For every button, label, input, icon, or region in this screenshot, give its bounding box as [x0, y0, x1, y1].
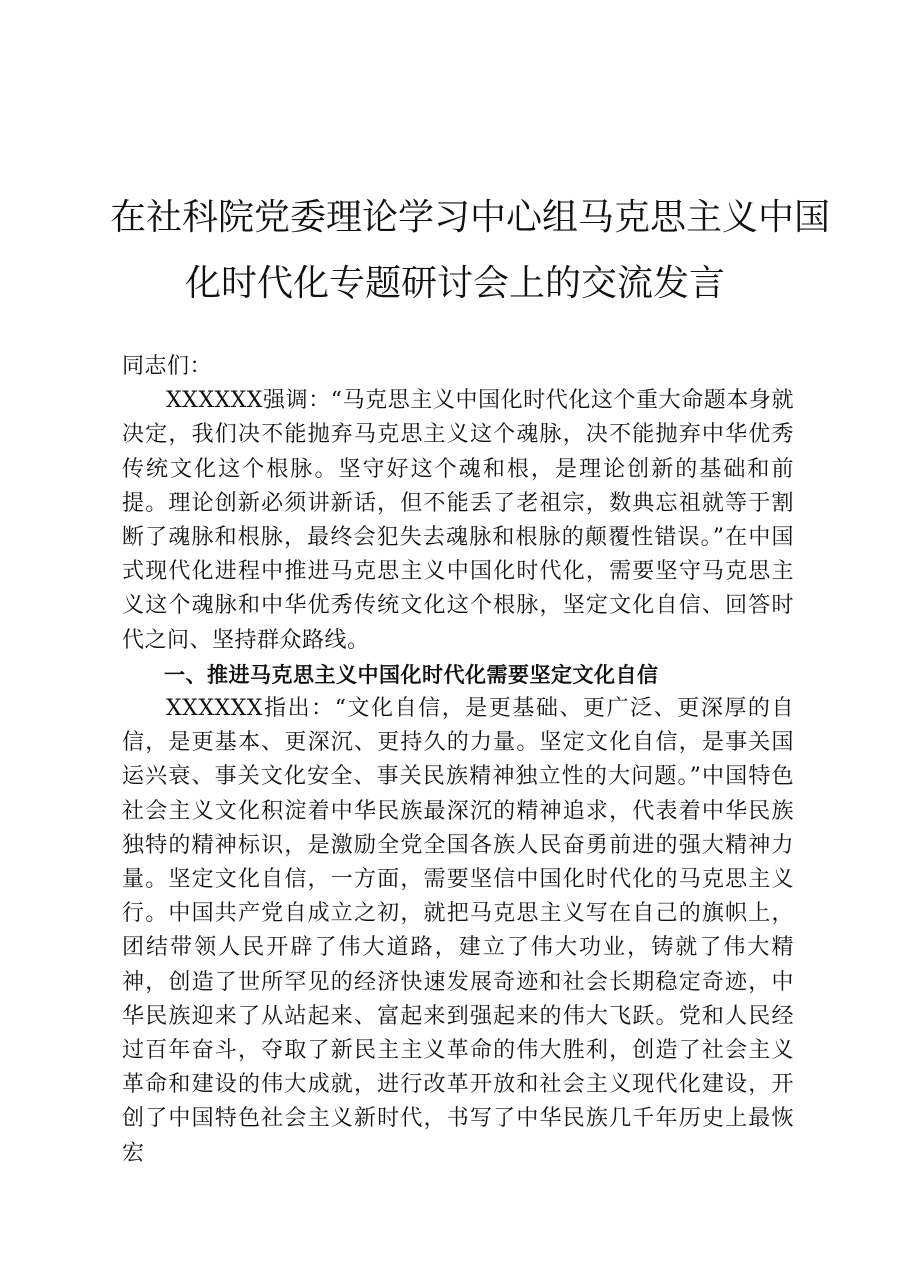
paragraph-1: XXXXXX强调：“马克思主义中国化时代化这个重大命题本身就决定，我们决不能抛弃马克思主义这个魂脉，决不能抛弃中华优秀传统文化这个根脉。坚守好这个魂和根，是理论创新的基础和前提。理论创新必须讲新话，但不能丢了老祖宗，数典忘祖就等于割断了魂脉和根脉，最终会犯失去魂脉和根脉的颠覆性错误。”在中国式现代化进程中推进马克思主义中国化时代化，需要坚守马克思主义这个魂脉和中华优秀传统文化这个根脉，坚定文化自信、回答时代之问、坚持群众路线。	[122, 388, 794, 653]
section-heading-1: 一、推进马克思主义中国化时代化需要坚定文化自信	[164, 662, 659, 687]
paragraph-2: XXXXXX指出：“文化自信，是更基础、更广泛、更深厚的自信，是更基本、更深沉、更持久的力量。坚定文化自信，是事关国运兴衰、事关文化安全、事关民族精神独立性的大问题。”中国特色社会主义文化积淀着中华民族最深沉的精神追求，代表着中华民族独特的精神标识，是激励全党全国各族人民奋勇前进的强大精神力量。坚定文化自信，一方面，需要坚信中国化时代化的马克思主义行。中国共产党自成立之初，就把马克思主义写在自己的旗帜上，团结带领人民开辟了伟大道路，建立了伟大功业，铸就了伟大精神，创造了世所罕见的经济快速发展奇迹和社会长期稳定奇迹，中华民族迎来了从站起来、富起来到强起来的伟大飞跃。党和人民经过百年奋斗，夺取了新民主主义革命的伟大胜利，创造了社会主义革命和建设的伟大成就，进行改革开放和社会主义现代化建设，开创了中国特色社会主义新时代，书写了中华民族几千年历史上最恢宏	[122, 696, 794, 1166]
document-body	[122, 350, 794, 1171]
document-title-line-1: 在社科院党委理论学习中心组马克思主义中国	[110, 197, 831, 238]
document-title-line-2: 化时代化专题研讨会上的交流发言	[184, 263, 725, 304]
salutation: 同志们：	[122, 354, 213, 379]
